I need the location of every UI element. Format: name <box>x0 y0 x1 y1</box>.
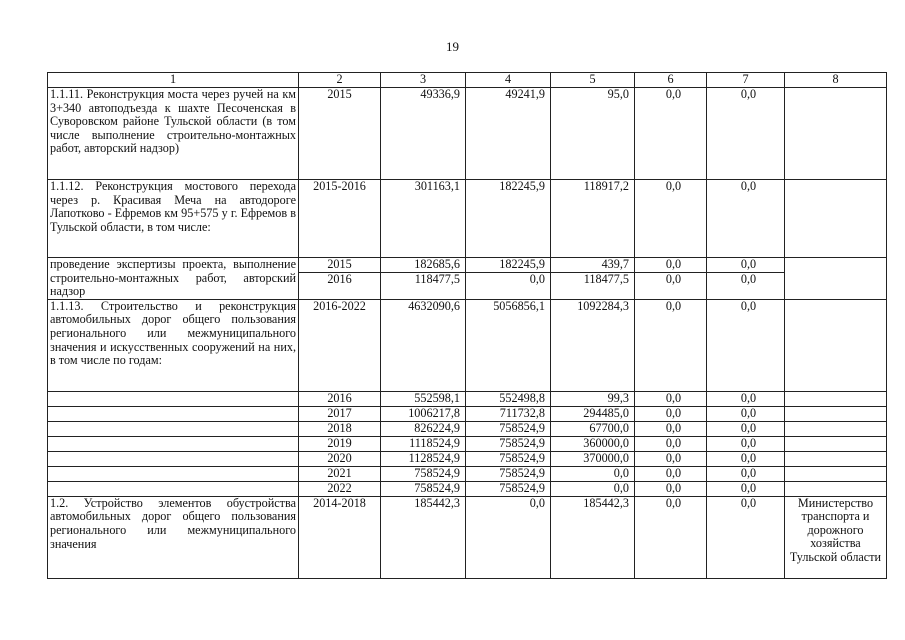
value-cell: 118917,2 <box>551 180 635 258</box>
period-cell: 2018 <box>299 421 381 436</box>
executor-cell <box>785 258 887 300</box>
period-cell: 2019 <box>299 436 381 451</box>
executor-cell <box>785 391 887 406</box>
value-cell: 118477,5 <box>551 273 635 300</box>
value-cell: 758524,9 <box>466 466 551 481</box>
executor-cell <box>785 421 887 436</box>
value-cell: 0,0 <box>635 466 707 481</box>
value-cell: 0,0 <box>635 451 707 466</box>
value-cell: 99,3 <box>551 391 635 406</box>
period-cell: 2016 <box>299 391 381 406</box>
header-cell: 5 <box>551 73 635 88</box>
value-cell: 0,0 <box>707 273 785 300</box>
item-description: 1.2. Устройство элементов обустройства автомобильных дорог общего пользования регионального или межмуниципального значения <box>48 496 299 578</box>
value-cell: 0,0 <box>551 481 635 496</box>
value-cell: 182685,6 <box>381 258 466 273</box>
executor-cell: Министерство транспорта и дорожного хозяйства Тульской области <box>785 496 887 578</box>
header-cell: 6 <box>635 73 707 88</box>
value-cell: 1118524,9 <box>381 436 466 451</box>
table-row <box>48 436 887 451</box>
value-cell: 711732,8 <box>466 406 551 421</box>
item-description <box>48 466 299 481</box>
executor-cell <box>785 466 887 481</box>
period-cell: 2015-2016 <box>299 180 381 258</box>
table-row <box>48 180 887 258</box>
item-description <box>48 481 299 496</box>
header-cell: 8 <box>785 73 887 88</box>
table-row <box>48 481 887 496</box>
item-description: 1.1.11. Реконструкция моста через ручей на км 3+340 автоподъезда к шахте Песоченская в Суворовском районе Тульской области (в том числе выполнение строительно-монтажных работ, авторский надзор) <box>48 88 299 180</box>
value-cell: 758524,9 <box>381 481 466 496</box>
table-row <box>48 466 887 481</box>
value-cell: 758524,9 <box>466 451 551 466</box>
period-cell: 2016 <box>299 273 381 300</box>
table-row <box>48 451 887 466</box>
executor-cell <box>785 180 887 258</box>
table-row <box>48 88 887 180</box>
value-cell: 758524,9 <box>466 481 551 496</box>
table-row <box>48 421 887 436</box>
period-cell: 2020 <box>299 451 381 466</box>
item-description: проведение экспертизы проекта, выполнение строительно-монтажных работ, авторский надзор <box>48 258 299 300</box>
executor-cell <box>785 299 887 391</box>
value-cell: 0,0 <box>635 406 707 421</box>
budget-table <box>47 72 887 579</box>
value-cell: 0,0 <box>707 391 785 406</box>
value-cell: 0,0 <box>466 273 551 300</box>
value-cell: 0,0 <box>635 391 707 406</box>
item-description: 1.1.13. Строительство и реконструкция автомобильных дорог общего пользования регионального или межмуниципального значения и искусственных сооружений на них, в том числе по годам: <box>48 299 299 391</box>
table-row <box>48 391 887 406</box>
value-cell: 552498,8 <box>466 391 551 406</box>
value-cell: 758524,9 <box>381 466 466 481</box>
value-cell: 0,0 <box>707 88 785 180</box>
value-cell: 49241,9 <box>466 88 551 180</box>
executor-cell <box>785 88 887 180</box>
header-row <box>48 73 887 88</box>
table-body <box>48 73 887 579</box>
period-cell: 2016-2022 <box>299 299 381 391</box>
value-cell: 4632090,6 <box>381 299 466 391</box>
page-number: 19 <box>446 39 459 54</box>
item-description: 1.1.12. Реконструкция мостового перехода через р. Красивая Меча на автодороге Лапотково - Ефремов км 95+575 у г. Ефремов в Тульской области, в том числе: <box>48 180 299 258</box>
value-cell: 0,0 <box>635 481 707 496</box>
value-cell: 0,0 <box>635 258 707 273</box>
header-cell: 4 <box>466 73 551 88</box>
period-cell: 2017 <box>299 406 381 421</box>
item-description <box>48 406 299 421</box>
value-cell: 0,0 <box>707 451 785 466</box>
value-cell: 1128524,9 <box>381 451 466 466</box>
executor-cell <box>785 406 887 421</box>
period-cell: 2015 <box>299 258 381 273</box>
value-cell: 0,0 <box>707 180 785 258</box>
value-cell: 67700,0 <box>551 421 635 436</box>
value-cell: 5056856,1 <box>466 299 551 391</box>
value-cell: 0,0 <box>635 180 707 258</box>
item-description <box>48 421 299 436</box>
value-cell: 758524,9 <box>466 421 551 436</box>
table-row <box>48 258 887 273</box>
value-cell: 1006217,8 <box>381 406 466 421</box>
value-cell: 826224,9 <box>381 421 466 436</box>
value-cell: 0,0 <box>466 496 551 578</box>
value-cell: 370000,0 <box>551 451 635 466</box>
header-cell: 1 <box>48 73 299 88</box>
value-cell: 0,0 <box>635 496 707 578</box>
period-cell: 2022 <box>299 481 381 496</box>
value-cell: 0,0 <box>707 406 785 421</box>
item-description <box>48 451 299 466</box>
value-cell: 758524,9 <box>466 436 551 451</box>
header-cell: 7 <box>707 73 785 88</box>
table-row <box>48 299 887 391</box>
value-cell: 185442,3 <box>551 496 635 578</box>
value-cell: 0,0 <box>635 421 707 436</box>
value-cell: 0,0 <box>635 299 707 391</box>
value-cell: 360000,0 <box>551 436 635 451</box>
value-cell: 439,7 <box>551 258 635 273</box>
item-description <box>48 436 299 451</box>
value-cell: 0,0 <box>707 436 785 451</box>
value-cell: 182245,9 <box>466 180 551 258</box>
value-cell: 1092284,3 <box>551 299 635 391</box>
value-cell: 0,0 <box>635 273 707 300</box>
executor-cell <box>785 481 887 496</box>
header-cell: 3 <box>381 73 466 88</box>
value-cell: 0,0 <box>707 481 785 496</box>
value-cell: 0,0 <box>707 258 785 273</box>
value-cell: 0,0 <box>635 436 707 451</box>
value-cell: 118477,5 <box>381 273 466 300</box>
header-cell: 2 <box>299 73 381 88</box>
value-cell: 95,0 <box>551 88 635 180</box>
period-cell: 2021 <box>299 466 381 481</box>
executor-cell <box>785 451 887 466</box>
value-cell: 0,0 <box>707 299 785 391</box>
value-cell: 182245,9 <box>466 258 551 273</box>
value-cell: 0,0 <box>707 421 785 436</box>
value-cell: 294485,0 <box>551 406 635 421</box>
period-cell: 2015 <box>299 88 381 180</box>
executor-cell <box>785 436 887 451</box>
value-cell: 0,0 <box>707 496 785 578</box>
value-cell: 0,0 <box>551 466 635 481</box>
value-cell: 185442,3 <box>381 496 466 578</box>
value-cell: 301163,1 <box>381 180 466 258</box>
value-cell: 552598,1 <box>381 391 466 406</box>
value-cell: 0,0 <box>635 88 707 180</box>
period-cell: 2014-2018 <box>299 496 381 578</box>
value-cell: 0,0 <box>707 466 785 481</box>
table-row <box>48 406 887 421</box>
table-row <box>48 496 887 578</box>
value-cell: 49336,9 <box>381 88 466 180</box>
item-description <box>48 391 299 406</box>
